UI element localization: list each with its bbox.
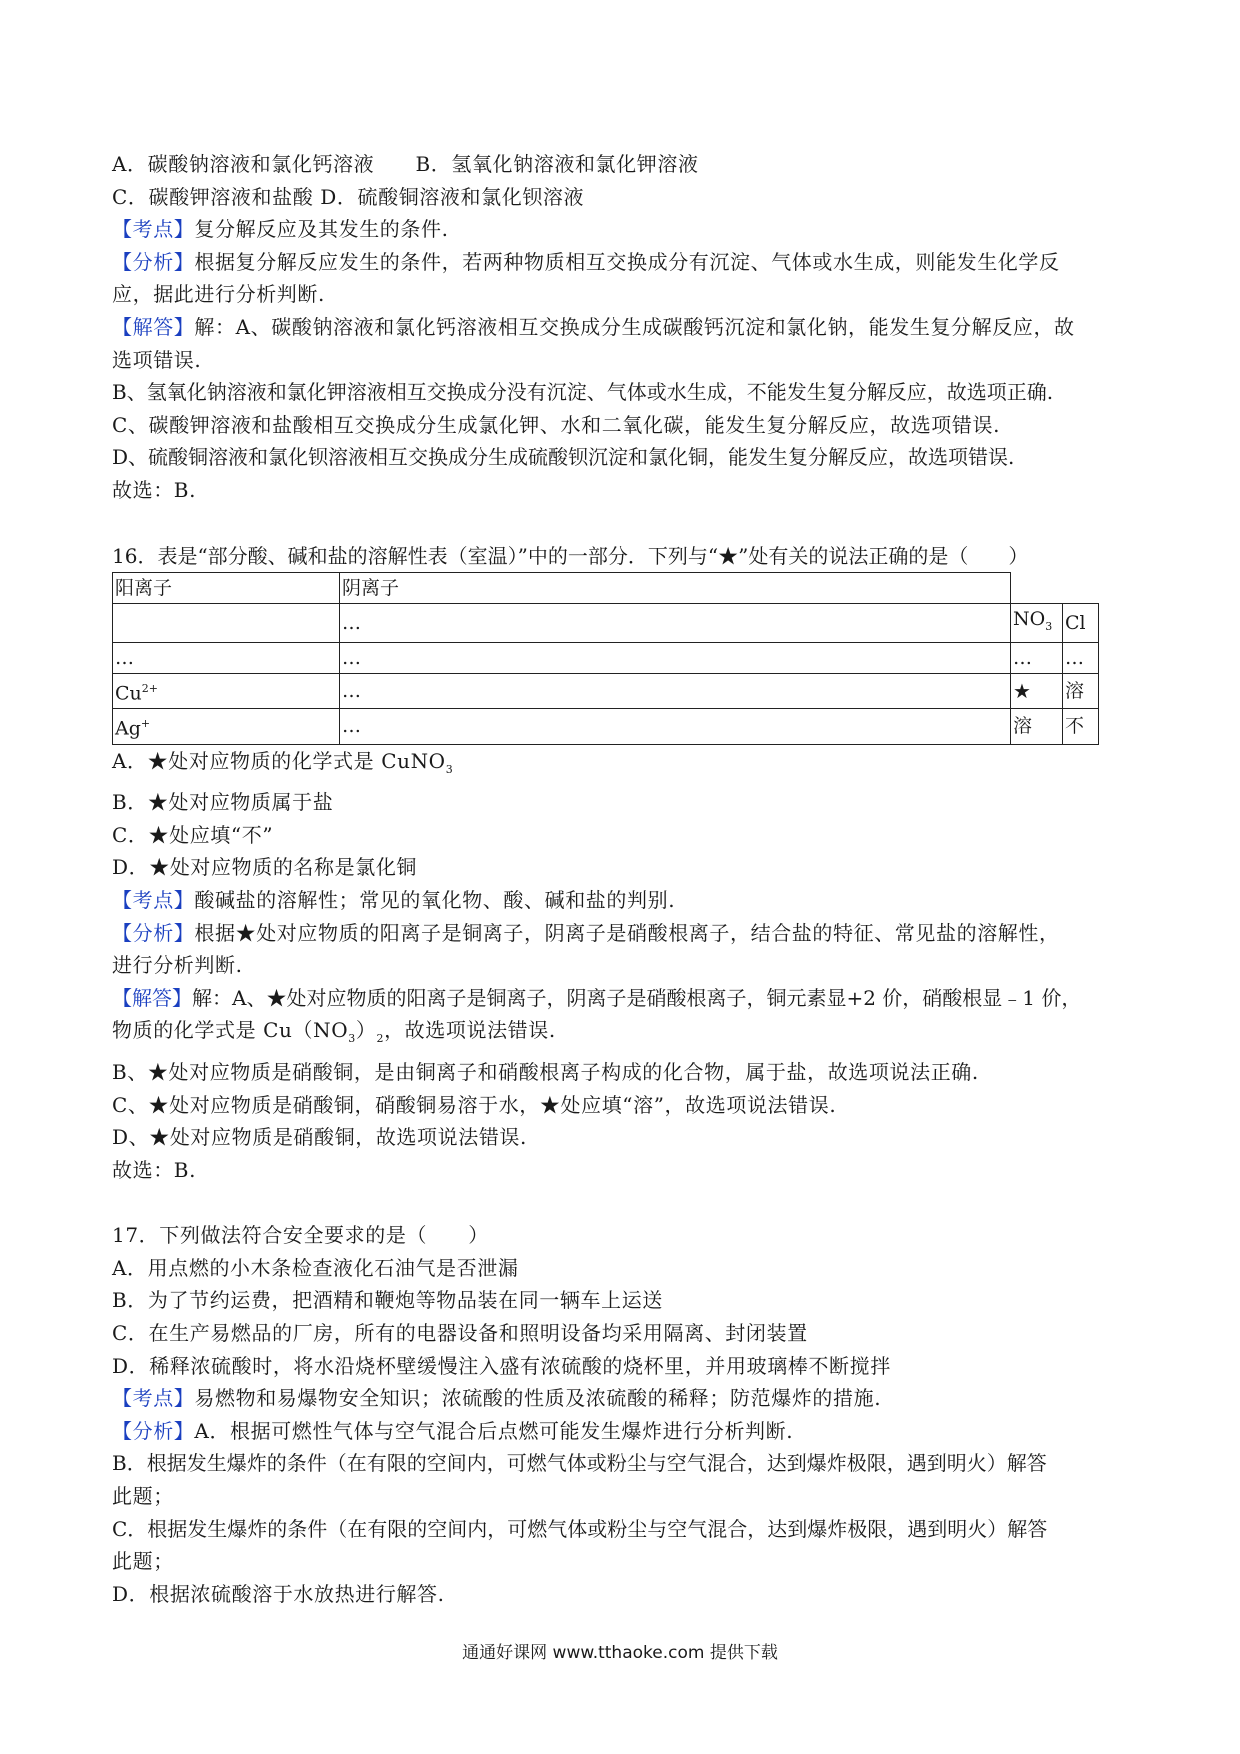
q16-jieda-4: C、★处对应物质是硝酸铜，硝酸铜易溶于水，★处应填“溶”，故选项说法错误. bbox=[112, 1092, 837, 1117]
cation-ag: Ag+ bbox=[113, 709, 340, 744]
q17-fenxi-3: 此题； bbox=[112, 1484, 174, 1509]
table-cell: … bbox=[113, 642, 340, 673]
q15-options-cd: C．碳酸钾溶液和盐酸 D．硫酸铜溶液和氯化钡溶液 bbox=[112, 184, 585, 209]
fenxi-text: A．根据可燃性气体与空气混合后点燃可能发生爆炸进行分析判断. bbox=[194, 1418, 794, 1443]
table-row bbox=[113, 604, 1099, 643]
q16-jieda-2: 物质的化学式是 $Cu(NO_3)_2$，故选项说法错误. bbox=[112, 1018, 556, 1046]
header-cation: 阳离子 bbox=[113, 573, 340, 604]
header-anion: 阴离子 bbox=[340, 573, 1011, 604]
q15-fenxi-1 bbox=[112, 246, 1132, 279]
q17-fenxi-2: B．根据发生爆炸的条件（在有限的空间内，可燃气体或粉尘与空气混合，达到爆炸极限，遇到明火）解答 bbox=[112, 1451, 1047, 1476]
document-page bbox=[112, 148, 1132, 1610]
q17-fenxi-5: 此题； bbox=[112, 1549, 174, 1574]
header-no3: $NO_3$ bbox=[1011, 604, 1063, 643]
kaodian-tag: 【考点】 bbox=[112, 1386, 195, 1411]
q15-jieda-4: C、碳酸钾溶液和盐酸相互交换成分生成氯化钾、水和二氧化碳，能发生复分解反应，故选项错误. bbox=[112, 412, 1001, 437]
q16-kaodian bbox=[112, 884, 1132, 917]
jieda-text: 解：A、碳酸钠溶液和氯化钙溶液相互交换成分生成碳酸钙沉淀和氯化钠，能发生复分解反应，故 bbox=[194, 314, 1075, 339]
q17-stem: 17．下列做法符合安全要求的是（ ） bbox=[112, 1223, 489, 1248]
q15-jieda-3: B、氢氧化钠溶液和氯化钾溶液相互交换成分没有沉淀、气体或水生成，不能发生复分解反应，故选项正确. bbox=[112, 380, 1054, 405]
jieda-text: 解：A、★处对应物质的阳离子是铜离子，阴离子是硝酸根离子，铜元素显+2 价，硝酸根显﹣1 价， bbox=[192, 985, 1082, 1010]
q17-option-c: C．在生产易燃品的厂房，所有的电器设备和照明设备均采用隔离、封闭装置 bbox=[112, 1321, 808, 1346]
q15-jieda-1 bbox=[112, 311, 1132, 344]
table-cell: … bbox=[340, 642, 1011, 673]
jieda-tag: 【解答】 bbox=[112, 314, 195, 339]
q16-option-c: C．★处应填“不” bbox=[112, 822, 274, 847]
kaodian-tag: 【考点】 bbox=[112, 887, 195, 912]
q16-answer: 故选：B. bbox=[112, 1157, 197, 1182]
table-cell: … bbox=[1011, 642, 1063, 673]
header-cl: Cl bbox=[1063, 604, 1099, 643]
table-cell: … bbox=[340, 709, 1011, 744]
q16-option-a: A．★处对应物质的化学式是 CuNO$_3$ bbox=[112, 748, 454, 776]
q16-jieda-3: B、★处对应物质是硝酸铜，是由铜离子和硝酸根离子构成的化合物，属于盐，故选项说法正确. bbox=[112, 1059, 979, 1084]
table-cell: 溶 bbox=[1011, 709, 1063, 744]
table-cell: 不 bbox=[1063, 709, 1099, 744]
q15-fenxi-2: 应，据此进行分析判断. bbox=[112, 282, 325, 307]
q15-answer: 故选：B. bbox=[112, 477, 197, 502]
q16-jieda-5: D、★处对应物质是硝酸铜，故选项说法错误. bbox=[112, 1125, 527, 1150]
fenxi-text: 根据★处对应物质的阳离子是铜离子，阴离子是硝酸根离子，结合盐的特征、常见盐的溶解性， bbox=[194, 920, 1060, 945]
q15-kaodian bbox=[112, 213, 1132, 246]
solubility-table bbox=[112, 572, 1099, 744]
q16-option-d: D．★处对应物质的名称是氯化铜 bbox=[112, 855, 418, 880]
page-footer: 通通好课网 www.tthaoke.com 提供下载 bbox=[462, 1643, 778, 1663]
kaodian-text: 酸碱盐的溶解性；常见的氧化物、酸、碱和盐的判别. bbox=[194, 887, 676, 912]
q17-fenxi-4: C．根据发生爆炸的条件（在有限的空间内，可燃气体或粉尘与空气混合，达到爆炸极限，遇到明火）解答 bbox=[112, 1516, 1048, 1541]
q17-kaodian bbox=[112, 1382, 1132, 1415]
table-cell: … bbox=[340, 604, 1011, 643]
kaodian-text: 复分解反应及其发生的条件. bbox=[194, 217, 449, 242]
fenxi-tag: 【分析】 bbox=[112, 249, 195, 274]
q15-jieda-5: D、硫酸铜溶液和氯化钡溶液相互交换成分生成硫酸钡沉淀和氯化铜，能发生复分解反应，故选项错误. bbox=[112, 445, 1015, 470]
q17-option-b: B．为了节约运费，把酒精和鞭炮等物品装在同一辆车上运送 bbox=[112, 1288, 663, 1313]
q17-option-a: A．用点燃的小木条检查液化石油气是否泄漏 bbox=[112, 1255, 519, 1280]
table-row bbox=[113, 573, 1099, 604]
fenxi-text: 根据复分解反应发生的条件，若两种物质相互交换成分有沉淀、气体或水生成，则能发生化学反 bbox=[194, 249, 1060, 274]
q15-options-ab: A．碳酸钠溶液和氯化钙溶液 B．氢氧化钠溶液和氯化钾溶液 bbox=[112, 152, 699, 176]
kaodian-text: 易燃物和易爆物安全知识；浓硫酸的性质及浓硫酸的稀释；防范爆炸的措施. bbox=[194, 1386, 882, 1411]
q16-jieda-1 bbox=[112, 982, 1132, 1015]
fenxi-tag: 【分析】 bbox=[112, 1418, 195, 1443]
table-cell: … bbox=[1063, 642, 1099, 673]
q17-fenxi-6: D．根据浓硫酸溶于水放热进行解答. bbox=[112, 1581, 445, 1606]
table-cell: 溶 bbox=[1063, 673, 1099, 708]
q16-option-b: B．★处对应物质属于盐 bbox=[112, 790, 334, 815]
table-row bbox=[113, 709, 1099, 744]
q17-option-d: D．稀释浓硫酸时，将水沿烧杯壁缓慢注入盛有浓硫酸的烧杯里，并用玻璃棒不断搅拌 bbox=[112, 1353, 891, 1378]
q16-stem: 16．表是“部分酸、碱和盐的溶解性表（室温）”中的一部分．下列与“★”处有关的说法正确的是（ ） bbox=[112, 543, 1029, 568]
table-cell: … bbox=[340, 673, 1011, 708]
kaodian-tag: 【考点】 bbox=[112, 217, 195, 242]
table-row bbox=[113, 673, 1099, 708]
q16-fenxi-2: 进行分析判断. bbox=[112, 953, 243, 978]
q17-fenxi-1 bbox=[112, 1415, 1132, 1448]
q15-jieda-2: 选项错误. bbox=[112, 347, 202, 372]
q16-fenxi-1 bbox=[112, 917, 1132, 950]
jieda-tag: 【解答】 bbox=[112, 985, 192, 1010]
table-row bbox=[113, 642, 1099, 673]
star-cell: ★ bbox=[1011, 673, 1063, 708]
fenxi-tag: 【分析】 bbox=[112, 920, 195, 945]
cation-cu: $Cu^{2+}$ bbox=[113, 673, 340, 708]
